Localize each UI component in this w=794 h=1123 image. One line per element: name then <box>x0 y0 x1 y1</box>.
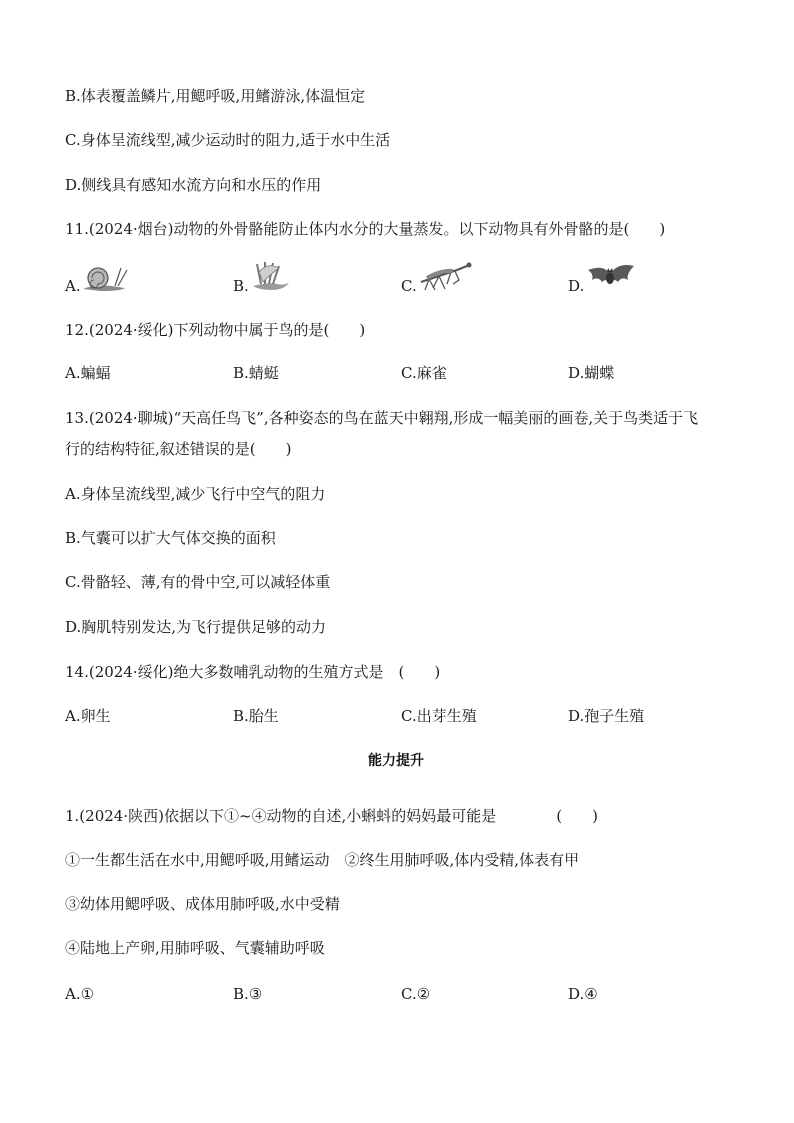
p1-stem: 1.(2024·陕西)依据以下①~④动物的自述,小蝌蚪的妈妈最可能是 ( ) <box>65 807 599 825</box>
p1-statement-4: ④陆地上产卵,用肺呼吸、气囊辅助呼吸 <box>65 939 325 957</box>
q11-options <box>65 260 745 296</box>
q11-option-b <box>233 260 313 296</box>
q11-option-a <box>65 260 145 296</box>
p1-option-a: A.① <box>65 985 95 1003</box>
q13-option-d: D.胸肌特别发达,为飞行提供足够的动力 <box>65 618 327 636</box>
q14-stem: 14.(2024·绥化)绝大多数哺乳动物的生殖方式是 ( ) <box>65 663 441 681</box>
q11-option-d <box>568 260 668 296</box>
q12-option-d: D.蝴蝶 <box>568 364 615 382</box>
q14-option-c: C.出芽生殖 <box>401 707 477 725</box>
bat-icon <box>584 260 636 292</box>
option-letter: B. <box>233 277 249 295</box>
bird-icon <box>249 260 293 292</box>
p1-option-b: B.③ <box>233 985 263 1003</box>
q13-option-b: B.气囊可以扩大气体交换的面积 <box>65 529 276 547</box>
q11-stem: 11.(2024·烟台)动物的外骨骼能防止体内水分的大量蒸发。以下动物具有外骨骼的是( ) <box>65 220 666 238</box>
q12-option-c: C.麻雀 <box>401 364 447 382</box>
q13-stem-line1: 13.(2024·聊城)“天高任鸟飞”,各种姿态的鸟在蓝天中翱翔,形成一幅美丽的画卷,关于鸟类适于飞 <box>65 409 699 427</box>
option-letter: D. <box>568 277 585 295</box>
option-letter: C. <box>401 277 417 295</box>
q13-option-a: A.身体呈流线型,减少飞行中空气的阻力 <box>65 485 326 503</box>
p1-statement-1-2: ①一生都生活在水中,用鳃呼吸,用鳍运动 ②终生用肺呼吸,体内受精,体表有甲 <box>65 851 580 869</box>
p1-option-d: D.④ <box>568 985 598 1003</box>
q14-options <box>65 706 745 730</box>
mantis-icon <box>417 262 475 292</box>
snail-icon <box>81 262 129 292</box>
q13-option-c: C.骨骼轻、薄,有的骨中空,可以减轻体重 <box>65 573 331 591</box>
q11-option-c <box>401 260 491 296</box>
q10-option-d: D.侧线具有感知水流方向和水压的作用 <box>65 176 322 194</box>
q12-option-b: B.蜻蜓 <box>233 364 279 382</box>
q10-option-b: B.体表覆盖鳞片,用鳃呼吸,用鳍游泳,体温恒定 <box>65 87 366 105</box>
p1-options <box>65 984 745 1008</box>
q12-option-a: A.蝙蝠 <box>65 364 111 382</box>
option-letter: A. <box>65 277 81 295</box>
q14-option-d: D.孢子生殖 <box>568 707 645 725</box>
p1-option-c: C.② <box>401 985 431 1003</box>
q10-option-c: C.身体呈流线型,减少运动时的阻力,适于水中生活 <box>65 131 391 149</box>
p1-statement-3: ③幼体用鳃呼吸、成体用肺呼吸,水中受精 <box>65 895 340 913</box>
q13-stem-line2: 行的结构特征,叙述错误的是( ) <box>65 440 292 458</box>
section-title: 能力提升 <box>368 753 424 769</box>
q12-options <box>65 363 745 387</box>
q14-option-a: A.卵生 <box>65 707 111 725</box>
q12-stem: 12.(2024·绥化)下列动物中属于鸟的是( ) <box>65 321 366 339</box>
q14-option-b: B.胎生 <box>233 707 279 725</box>
